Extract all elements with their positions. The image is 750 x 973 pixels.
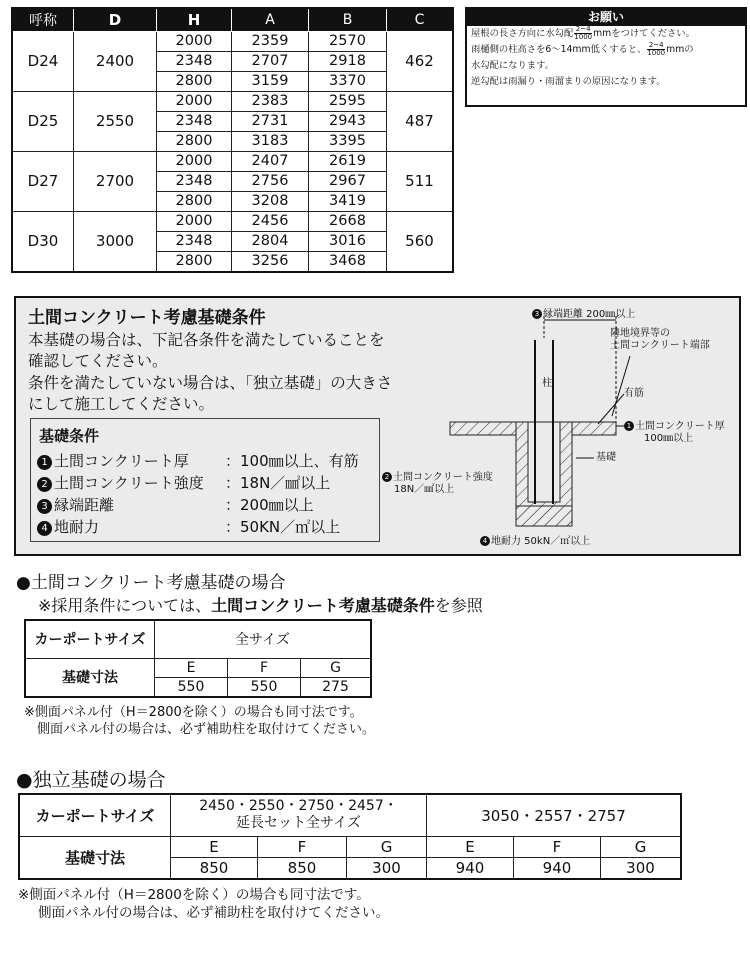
col-g: G (301, 658, 372, 677)
header-c: C (387, 8, 454, 32)
notice-box (465, 7, 747, 107)
condition-row-4 (37, 516, 340, 537)
model-name-cell: D27 (12, 152, 74, 212)
fraction-denominator: 1000 (574, 33, 593, 41)
h-value-cell: 2348 (157, 172, 232, 192)
slope-fraction (647, 42, 665, 57)
condition-value: ：18N／㎟以上 (225, 474, 331, 492)
a-value-cell: 3208 (232, 192, 309, 212)
reference-text: ※採用条件については、 (38, 596, 212, 615)
col-g-b: G (601, 836, 682, 857)
notice-line-4: 逆勾配は雨漏り・雨溜まりの原因になります。 (471, 76, 666, 87)
a-value-cell: 3256 (232, 252, 309, 273)
value-g-b: 300 (601, 857, 682, 879)
notice-text: 屋根の長さ方向に水勾配 (471, 28, 574, 39)
header-h: H (157, 8, 232, 32)
a-value-cell: 2456 (232, 212, 309, 232)
b-value-cell: 3395 (309, 132, 387, 152)
a-value-cell: 2407 (232, 152, 309, 172)
carport-size-value: 全サイズ (155, 620, 372, 658)
number-1-icon: 1 (624, 421, 634, 431)
b-value-cell: 3419 (309, 192, 387, 212)
conditions-title: 土間コンクリート考慮基礎条件 (28, 308, 266, 328)
section2-note-2: 側面パネル付の場合は、必ず補助柱を取付けてください。 (38, 905, 389, 921)
col-e: E (155, 658, 228, 677)
d-value-cell: 3000 (74, 212, 157, 273)
a-value-cell: 2359 (232, 32, 309, 52)
condition-row-1 (37, 450, 359, 471)
conditions-text-2: 確認してください。 (28, 352, 168, 370)
foundation-base (516, 506, 572, 526)
h-value-cell: 2800 (157, 132, 232, 152)
notice-title: お願い (467, 9, 745, 26)
size-group-a-line-2: 延長セット全サイズ (236, 815, 361, 832)
b-value-cell: 3016 (309, 232, 387, 252)
h-value-cell: 2348 (157, 52, 232, 72)
b-value-cell: 2668 (309, 212, 387, 232)
d-value-cell: 2400 (74, 32, 157, 92)
col-g-a: G (347, 836, 427, 857)
diagram-label-pillar: 柱 (542, 378, 552, 389)
reference-link-text: 土間コンクリート考慮基礎条件 (211, 596, 435, 615)
c-value-cell: 487 (387, 92, 454, 152)
h-value-cell: 2000 (157, 212, 232, 232)
fraction-numerator: 2~4 (648, 41, 664, 49)
model-name-cell: D30 (12, 212, 74, 273)
foundation-core (528, 422, 560, 502)
b-value-cell: 2570 (309, 32, 387, 52)
diagram-text: 地耐力 50kN／㎡以上 (491, 536, 591, 547)
value-f-b: 940 (514, 857, 601, 879)
col-f: F (228, 658, 301, 677)
h-value-cell: 2000 (157, 92, 232, 112)
value-f: 550 (228, 677, 301, 697)
h-value-cell: 2000 (157, 32, 232, 52)
size-group-a-line-1: 2450・2550・2750・2457・ (199, 798, 398, 815)
a-value-cell: 2731 (232, 112, 309, 132)
number-2-icon: 2 (37, 477, 52, 492)
value-g: 275 (301, 677, 372, 697)
condition-value: ：200㎜以上 (225, 496, 314, 514)
diagram-label-bearing (480, 536, 590, 548)
section1-note-2: 側面パネル付の場合は、必ず補助柱を取付けてください。 (37, 722, 376, 737)
conditions-text-1: 本基礎の場合は、下記各条件を満たしていることを (28, 331, 385, 349)
notice-line-2 (467, 42, 745, 58)
header-a: A (232, 8, 309, 32)
h-value-cell: 2800 (157, 192, 232, 212)
b-value-cell: 2619 (309, 152, 387, 172)
carport-size-group-a (171, 794, 427, 836)
diagram-label-border-1: 隣地境界等の (610, 328, 670, 339)
fraction-numerator: 2~4 (575, 25, 591, 33)
c-value-cell: 462 (387, 32, 454, 92)
a-value-cell: 2756 (232, 172, 309, 192)
carport-size-group-b: 3050・2557・2757 (427, 794, 682, 836)
notice-text: 雨樋側の柱高さを6～14mm低くすると、 (471, 44, 647, 55)
header-name: 呼称 (12, 8, 74, 32)
number-2-icon: 2 (382, 472, 392, 482)
condition-row-2 (37, 472, 330, 493)
model-name-cell: D24 (12, 32, 74, 92)
conditions-box-title: 基礎条件 (39, 427, 100, 445)
diagram-label-edge (532, 309, 635, 321)
section1-note-1: ※側面パネル付（H＝2800を除く）の場合も同寸法です。 (24, 705, 363, 720)
a-value-cell: 2804 (232, 232, 309, 252)
foundation-table-slab (24, 619, 372, 698)
diagram-text: 土間コンクリート厚 (635, 421, 725, 432)
col-f-a: F (258, 836, 347, 857)
condition-label: 土間コンクリート強度 (54, 474, 204, 492)
diagram-label-thickness-1 (624, 421, 725, 433)
a-value-cell: 2383 (232, 92, 309, 112)
b-value-cell: 3468 (309, 252, 387, 273)
conditions-box (30, 418, 380, 542)
b-value-cell: 2967 (309, 172, 387, 192)
h-value-cell: 2348 (157, 112, 232, 132)
diagram-label-strength-1 (382, 472, 493, 484)
a-value-cell: 3183 (232, 132, 309, 152)
diagram-label-thickness-2: 100㎜以上 (644, 433, 694, 444)
carport-size-label: カーポートサイズ (19, 794, 171, 836)
b-value-cell: 2918 (309, 52, 387, 72)
number-1-icon: 1 (37, 455, 52, 470)
number-3-icon: 3 (532, 309, 542, 319)
h-value-cell: 2800 (157, 252, 232, 273)
section2-note-1: ※側面パネル付（H＝2800を除く）の場合も同寸法です。 (18, 887, 370, 903)
condition-row-3 (37, 494, 314, 515)
condition-label: 土間コンクリート厚 (54, 452, 189, 470)
h-value-cell: 2000 (157, 152, 232, 172)
condition-value: ：50KN／㎡以上 (225, 518, 341, 536)
leader-rebar (598, 394, 624, 424)
notice-text: mmの (666, 44, 694, 55)
foundation-conditions-panel (14, 296, 741, 556)
diagram-text: 土間コンクリート強度 (393, 472, 493, 483)
notice-line-1 (467, 26, 745, 42)
d-value-cell: 2550 (74, 92, 157, 152)
table-row (12, 32, 453, 52)
foundation-size-label: 基礎寸法 (25, 658, 155, 697)
c-value-cell: 511 (387, 152, 454, 212)
table-row (12, 92, 453, 112)
diagram-text: 縁端距離 200㎜以上 (543, 309, 636, 320)
b-value-cell: 2943 (309, 112, 387, 132)
value-g-a: 300 (347, 857, 427, 879)
col-e-a: E (171, 836, 258, 857)
fraction-denominator: 1000 (647, 49, 666, 57)
header-d: D (74, 8, 157, 32)
foundation-size-label: 基礎寸法 (19, 836, 171, 879)
a-value-cell: 3159 (232, 72, 309, 92)
header-b: B (309, 8, 387, 32)
conditions-text-4: にして施工してください。 (28, 395, 215, 413)
number-3-icon: 3 (37, 499, 52, 514)
condition-label: 縁端距離 (54, 496, 115, 514)
carport-size-label: カーポートサイズ (25, 620, 155, 658)
dimension-table (11, 7, 454, 273)
b-value-cell: 2595 (309, 92, 387, 112)
b-value-cell: 3370 (309, 72, 387, 92)
slab-right (572, 422, 616, 435)
leader-border (612, 356, 630, 416)
number-4-icon: 4 (480, 536, 490, 546)
diagram-label-foundation: 基礎 (596, 452, 616, 463)
col-e-b: E (427, 836, 514, 857)
condition-value: ：100㎜以上、有筋 (225, 452, 359, 470)
value-e-b: 940 (427, 857, 514, 879)
h-value-cell: 2348 (157, 232, 232, 252)
h-value-cell: 2800 (157, 72, 232, 92)
c-value-cell: 560 (387, 212, 454, 273)
reference-text: を参照 (434, 596, 483, 615)
section1-heading: ●土間コンクリート考慮基礎の場合 (16, 573, 286, 593)
a-value-cell: 2707 (232, 52, 309, 72)
section2-heading: ●独立基礎の場合 (16, 769, 166, 791)
condition-label: 地耐力 (54, 518, 100, 536)
section1-reference (38, 593, 483, 616)
diagram-label-border-2: 土間コンクリート端部 (610, 340, 710, 351)
value-e: 550 (155, 677, 228, 697)
diagram-label-rebar: 有筋 (624, 388, 644, 399)
model-name-cell: D25 (12, 92, 74, 152)
slab-left (450, 422, 516, 435)
value-f-a: 850 (258, 857, 347, 879)
conditions-text-3: 条件を満たしていない場合は、「独立基礎」の大きさ (28, 374, 393, 392)
foundation-table-independent (18, 793, 682, 880)
table-row (12, 212, 453, 232)
number-4-icon: 4 (37, 521, 52, 536)
d-value-cell: 2700 (74, 152, 157, 212)
diagram-label-strength-2: 18N／㎟以上 (394, 484, 455, 495)
notice-text: mmをつけてください。 (593, 28, 695, 39)
table-row (12, 152, 453, 172)
slope-fraction (574, 26, 592, 41)
col-f-b: F (514, 836, 601, 857)
notice-line-3: 水勾配になります。 (471, 60, 554, 71)
value-e-a: 850 (171, 857, 258, 879)
